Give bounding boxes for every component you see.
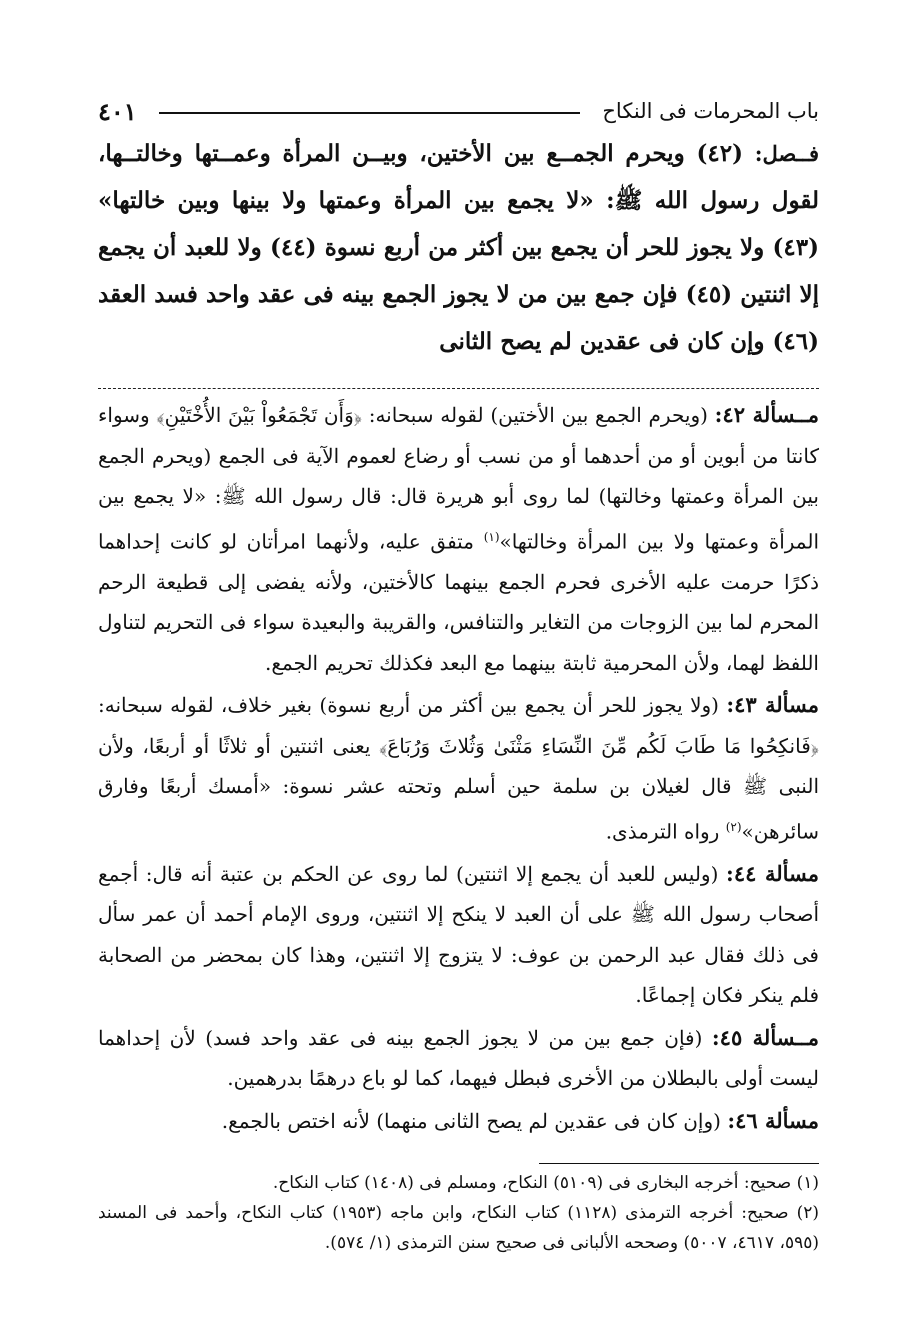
masala-label: مسألة ٤٣: <box>726 692 819 718</box>
page-number: ٤٠١ <box>98 96 137 126</box>
chapter-title: باب المحرمات فى النكاح <box>602 99 819 123</box>
masala-label: مسألة ٤٦: <box>727 1107 819 1133</box>
footnote-rule <box>539 1163 819 1164</box>
masala-label: مــسألة ٤٢: <box>714 402 820 427</box>
masala-text: (وإن كان فى عقدين لم يصح الثانى منهما) لأنه اختص بالجمع. <box>221 1108 721 1133</box>
masala-text: (ويحرم الجمع بين الأختين) لقوله سبحانه: ﴿وَأَن تَجْمَعُواْ بَيْنَ الأُخْتَيْنِ﴾ وسواء كانتا من أبوين أو من أحدهما أو من نسب أو رضاع لعموم الآية فى الجمع (ويحرم الجمع بين المرأة وعمتها وخالتها) لما روى أبو هريرة قال: قال رسول الله ﷺ: «لا يجمع بين المرأة وعمتها ولا بين المرأة وخالتها» <box>98 403 820 554</box>
masala-text-cont: رواه الترمذى. <box>605 819 726 844</box>
masala-text: (فإن جمع بين من لا يجوز الجمع بينه فى عقد واحد فسد) لأن إحداهما ليست أولى بالبطلان من الأخرى فبطل فيهما، كما لو باع درهمًا بدرهمين. <box>98 1025 819 1091</box>
matn-text: (٤٢) ويحرم الجمــع بين الأختين، وبيــن المرأة وعمــتها وخالتــها، لقول رسول الله ﷺ: «لا يجمع بين المرأة وعمتها ولا بينها وبين خالتها» (٤٣) ولا يجوز للحر أن يجمع بين أكثر من أربع نسوة (٤٤) ولا للعبد أن يجمع إلا اثنتين (٤٥) فإن جمع بين من لا يجوز الجمع بينه فى عقد واحد فسد العقد (٤٦) وإن كان فى عقدين لم يصح الثانى <box>98 140 819 355</box>
matn-paragraph <box>98 130 819 365</box>
section-separator <box>98 388 819 389</box>
masala-42 <box>98 395 819 683</box>
masala-text-cont: متفق عليه، ولأنهما امرأتان لو كانت إحداهما ذكرًا حرمت عليه الأخرى فحرم الجمع بينهما كالأختين، ولأنه يفضى إلى قطيعة الرحم المحرم لما بين الزوجات من التغاير والتنافس، والقريبة والبعيدة سواء فى التحريم لتناول اللفظ لهما، ولأن المحرمية ثابتة بينهما مع البعد فكذلك تحريم الجمع. <box>98 529 819 675</box>
masala-label: مــسألة ٤٥: <box>711 1024 820 1050</box>
matn-label: فــصل: <box>754 141 819 166</box>
masala-46 <box>98 1101 819 1142</box>
footnote-marker[interactable]: (١) <box>483 529 500 544</box>
masala-text: (ولا يجوز للحر أن يجمع بين أكثر من أربع نسوة) بغير خلاف، لقوله سبحانه: ﴿فَانكِحُوا مَا طَابَ لَكُم مِّنَ النِّسَاءِ مَثْنَىٰ وَثُلاثَ وَرُبَاعَ﴾ يعنى اثنتين أو ثلاثًا أو أربعًا، ولأن النبى ﷺ قال لغيلان بن سلمة حين أسلم وتحته عشر نسوة: «أمسك أربعًا وفارق سائرهن» <box>98 693 819 844</box>
page-header <box>98 92 819 130</box>
masala-45 <box>98 1018 819 1099</box>
masala-44 <box>98 854 819 1016</box>
masala-text: (وليس للعبد أن يجمع إلا اثنتين) لما روى عن الحكم بن عتبة أنه قال: أجمع أصحاب رسول الله ﷺ على أن العبد لا ينكح إلا اثنتين، وروى الإمام أحمد أن عمر سأل فى ذلك فقال عبد الرحمن بن عوف: لا يتزوج إلا اثنتين، وهذا كان بمحضر من الصحابة فلم ينكر فكان إجماعًا. <box>98 861 819 1008</box>
masala-label: مسألة ٤٤: <box>726 860 820 886</box>
masala-43 <box>98 685 819 852</box>
footnote-marker[interactable]: (٢) <box>725 819 742 834</box>
footnote-2: (٢) صحيح: أخرجه الترمذى (١١٢٨) كتاب النكاح، وابن ماجه (١٩٥٣) كتاب النكاح، وأحمد فى المسند (٥٩٥، ٤٦١٧، ٥٠٠٧) وصححه الألبانى فى صحيح سنن الترمذى (١/ ٥٧٤). <box>98 1203 820 1254</box>
header-rule <box>159 112 581 114</box>
footnote-1: (١) صحيح: أخرجه البخارى فى (٥١٠٩) النكاح، ومسلم فى (١٤٠٨) كتاب النكاح. <box>272 1173 819 1194</box>
